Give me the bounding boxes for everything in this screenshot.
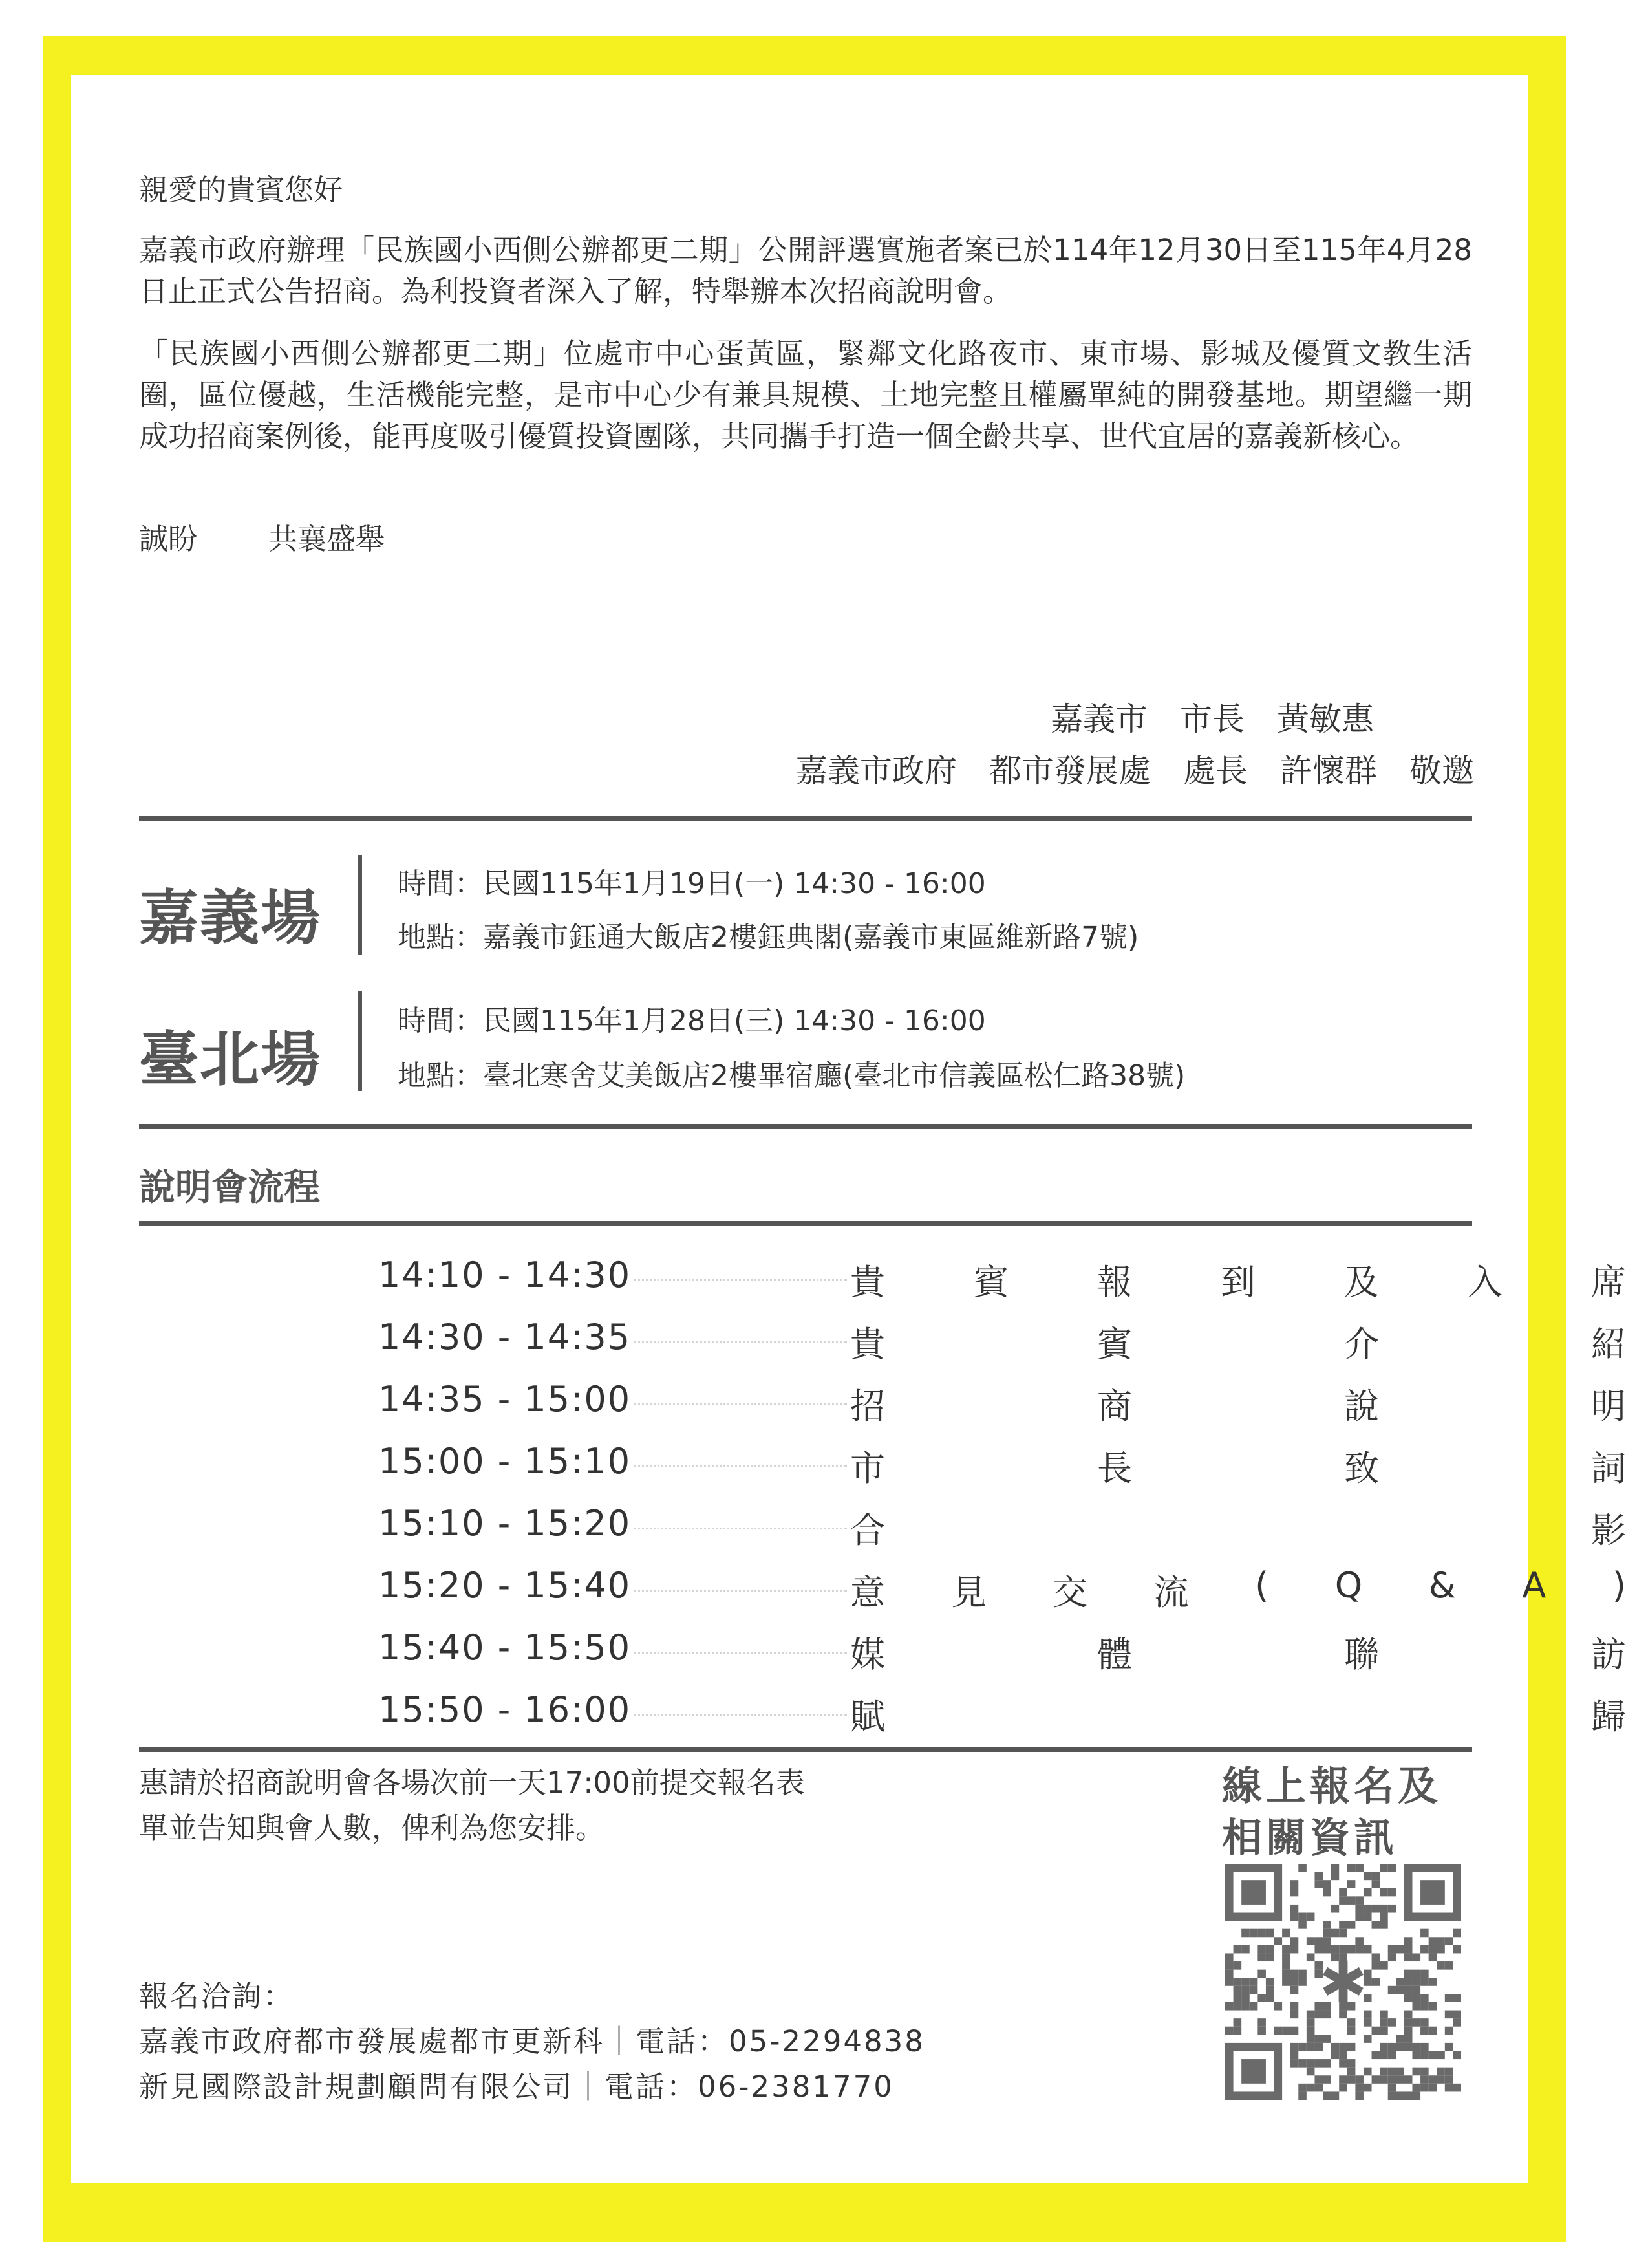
greeting: 親愛的貴賓您好 [139, 173, 343, 207]
closing-1: 誠盼 [139, 522, 198, 556]
contact-line-1: 嘉義市政府都市發展處都市更新科｜電話：05-2294838 [139, 2024, 925, 2058]
paragraph-1: 嘉義市政府辦理「民族國小西側公辦都更二期」公開評選實施者案已於114年12月30日至115年4月28日止正式公告招商。為利投資者深入了解，特舉辦本次招商說明會。 [139, 233, 1472, 308]
qr-title-1: 線上報名及 [1222, 1762, 1442, 1809]
agenda-row [378, 1441, 1626, 1493]
agenda-item: 媒 體 聯 訪 [850, 1634, 1626, 1675]
agenda-time: 14:35 - 15:00 [378, 1379, 632, 1420]
signature-mayor: 嘉義市 市長 黃敏惠 [1051, 700, 1374, 738]
note-line-2: 單並告知與會人數，俾利為您安排。 [139, 1811, 605, 1845]
venue-title-taipei: 臺北場 [139, 1025, 322, 1094]
agenda-leader-line [634, 1279, 847, 1281]
qr-title-2: 相關資訊 [1222, 1814, 1398, 1861]
agenda-item: 意 見 交 流 ( Q & A ) [850, 1565, 1626, 1613]
qr-center-logo-icon: ✱ [1319, 1949, 1367, 2016]
agenda-row [378, 1689, 1626, 1741]
note-line-1: 惠請於招商說明會各場次前一天17:00前提交報名表 [139, 1766, 805, 1800]
closing-2: 共襄盛舉 [268, 522, 385, 556]
agenda-item: 市 長 致 詞 [850, 1448, 1626, 1489]
venue-bar [358, 991, 362, 1091]
venue-bar [358, 855, 362, 955]
agenda-row [378, 1255, 1626, 1306]
contact-line-2: 新見國際設計規劃顧問有限公司｜電話：06-2381770 [139, 2069, 894, 2104]
venue-time-taipei: 時間：民國115年1月28日(三) 14:30 - 16:00 [398, 1004, 986, 1037]
venue-time-chiayi: 時間：民國115年1月19日(一) 14:30 - 16:00 [398, 867, 986, 900]
agenda-leader-line [634, 1590, 847, 1592]
agenda-item: 招 商 說 明 [850, 1386, 1626, 1427]
agenda-time: 15:10 - 15:20 [378, 1503, 632, 1544]
agenda-leader-line [634, 1403, 847, 1405]
signature-director: 嘉義市政府 都市發展處 處長 許懷群 敬邀 [795, 752, 1474, 790]
agenda-time: 15:50 - 16:00 [378, 1689, 632, 1730]
agenda-leader-line [634, 1341, 847, 1343]
agenda-item: 賦 歸 [850, 1696, 1626, 1737]
agenda-row [378, 1503, 1626, 1555]
agenda-title: 說明會流程 [139, 1167, 320, 1209]
agenda-item: 貴 賓 報 到 及 入 席 [850, 1262, 1626, 1302]
venue-place-chiayi: 地點：嘉義市鈺通大飯店2樓鈺典閣(嘉義市東區維新路7號) [398, 921, 1139, 954]
agenda-leader-line [634, 1652, 847, 1654]
venue-title-chiayi: 嘉義場 [139, 883, 322, 953]
agenda-time: 15:00 - 15:10 [378, 1441, 632, 1482]
contact-label: 報名洽詢： [139, 1979, 295, 2013]
venue-place-taipei: 地點：臺北寒舍艾美飯店2樓畢宿廳(臺北市信義區松仁路38號) [398, 1059, 1186, 1092]
qr-code[interactable] [1225, 1864, 1461, 2100]
divider [139, 816, 1472, 821]
agenda-time: 15:20 - 15:40 [378, 1565, 632, 1606]
agenda-leader-line [634, 1465, 847, 1467]
divider [139, 1747, 1472, 1752]
agenda-row [378, 1379, 1626, 1431]
divider [139, 1124, 1472, 1129]
agenda-leader-line [634, 1714, 847, 1716]
agenda-row [378, 1565, 1626, 1617]
agenda-item: 合 影 [850, 1510, 1626, 1551]
agenda-time: 14:10 - 14:30 [378, 1255, 632, 1295]
agenda-leader-line [634, 1528, 847, 1529]
agenda-row [378, 1627, 1626, 1679]
agenda-item: 貴 賓 介 紹 [850, 1324, 1626, 1365]
divider [139, 1221, 1472, 1226]
agenda-time: 15:40 - 15:50 [378, 1627, 632, 1668]
agenda-row [378, 1317, 1626, 1368]
paragraph-2: 「民族國小西側公辦都更二期」位處市中心蛋黃區，緊鄰文化路夜市、東市場、影城及優質文教生活圈，區位優越，生活機能完整，是市中心少有兼具規模、土地完整且權屬單純的開發基地。期望繼一期成功招商案例後，能再度吸引優質投資團隊，共同攜手打造一個全齡共享、世代宜居的嘉義新核心。 [139, 336, 1472, 453]
agenda-time: 14:30 - 14:35 [378, 1317, 632, 1357]
